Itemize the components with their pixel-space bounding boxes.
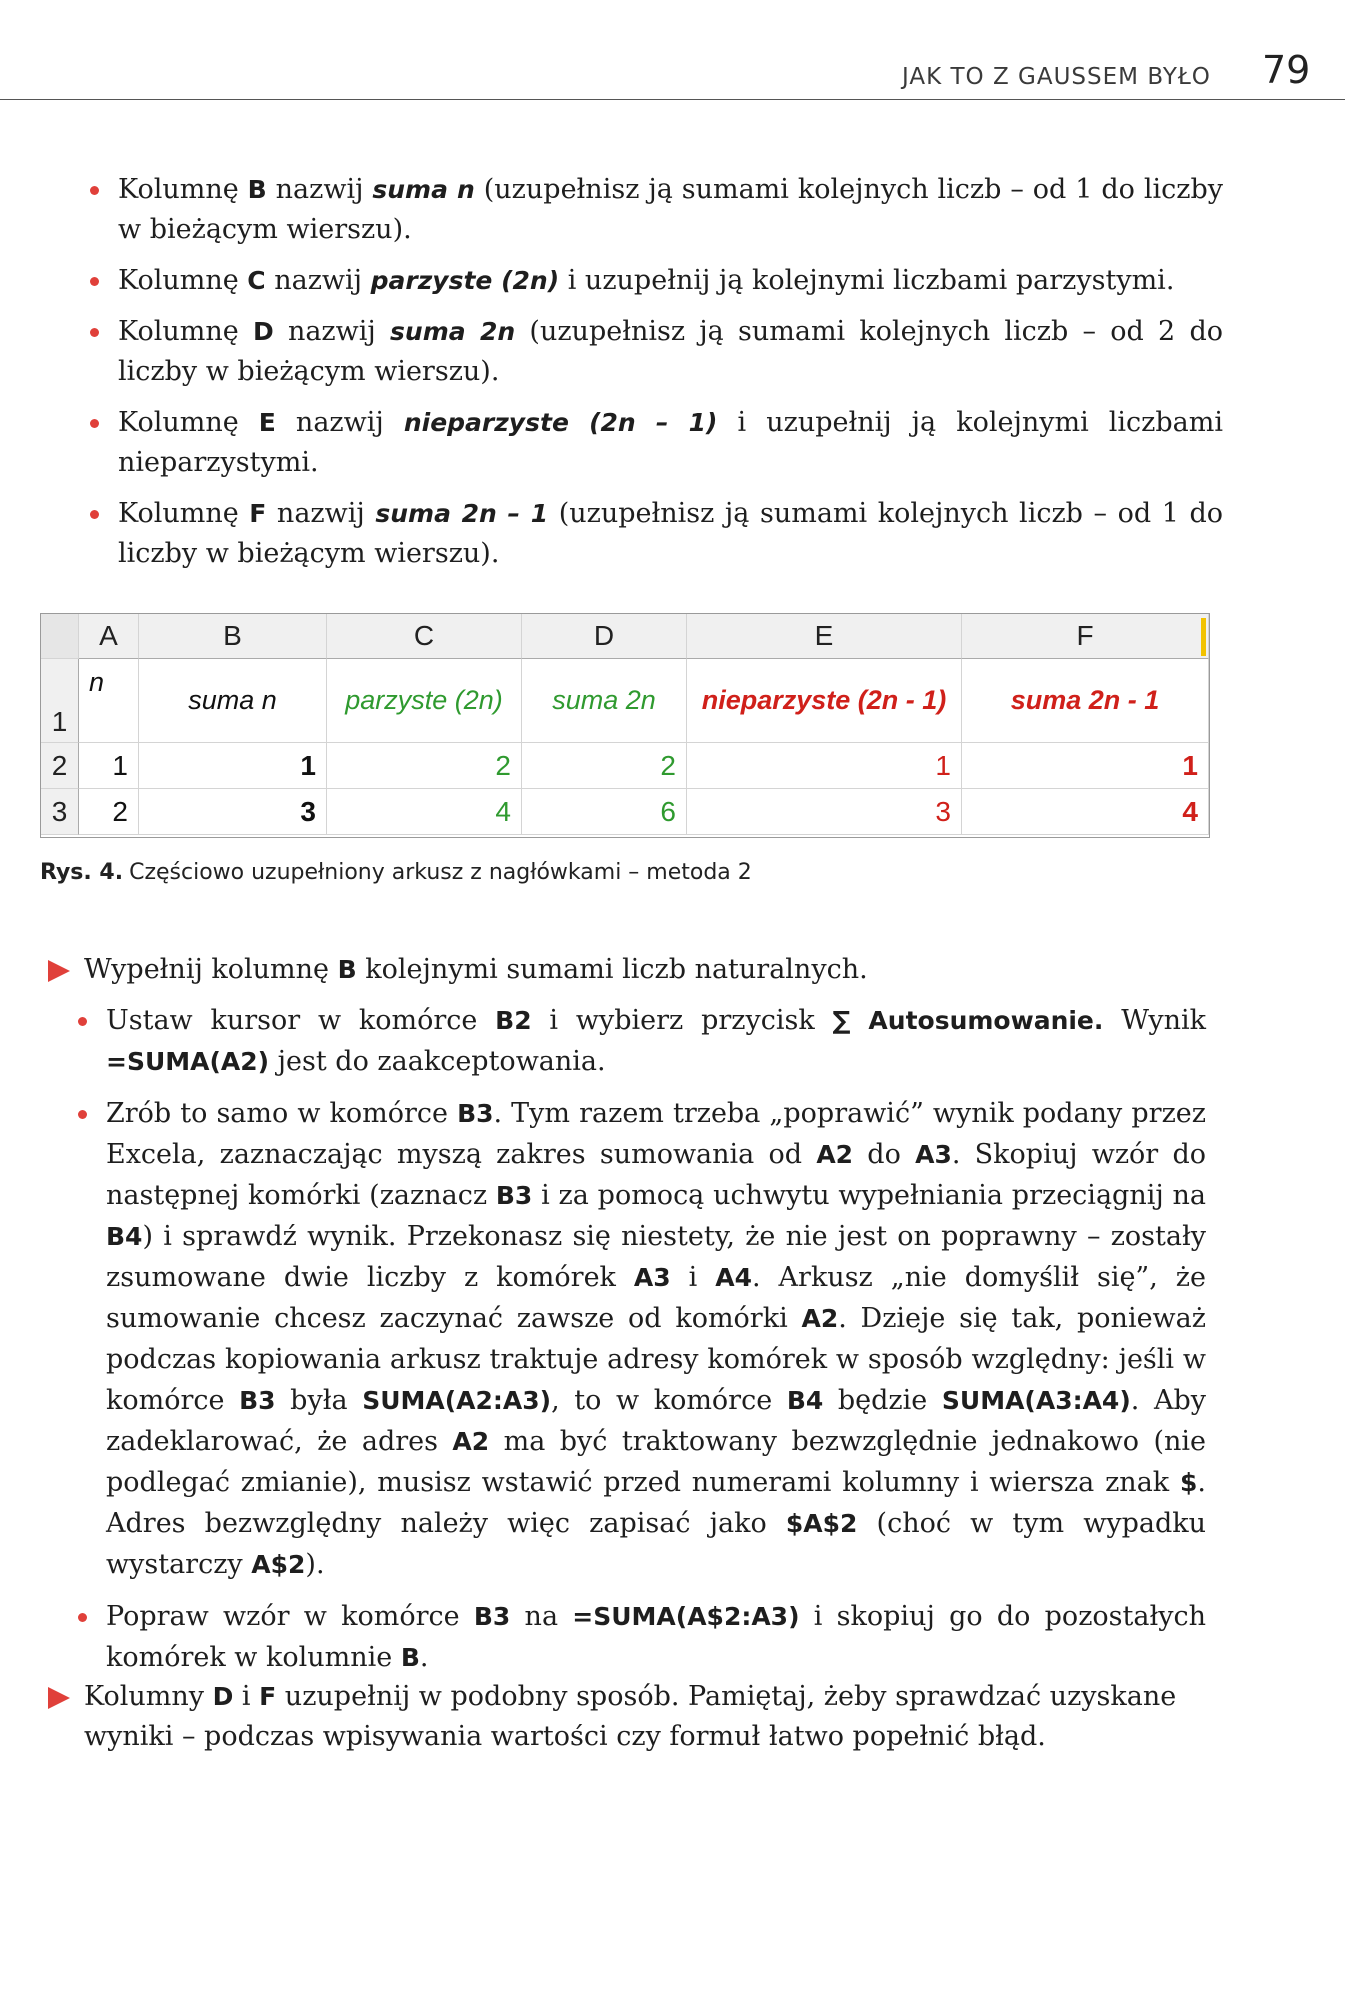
column-letter: B: [337, 955, 357, 984]
cell-ref: B2: [495, 1006, 532, 1035]
item-text: . Skopiuj wzór do następnej komórki (zaznacz: [106, 1139, 1206, 1211]
cell-ref: A3: [915, 1140, 952, 1169]
item-text: , to w komórce: [551, 1385, 787, 1416]
play-arrow-icon: [48, 1687, 70, 1709]
cell-f1[interactable]: [962, 659, 1209, 743]
item-text: nazwij: [273, 316, 391, 347]
cell-c3[interactable]: 4: [327, 789, 522, 835]
cell-c2[interactable]: 2: [327, 743, 522, 789]
column-letter: F: [259, 1682, 277, 1711]
list-item: [88, 403, 1223, 483]
item-text: nazwij: [275, 407, 404, 438]
cell-text: suma 2n - 1: [1010, 685, 1160, 715]
cell-b2[interactable]: 1: [139, 743, 327, 789]
select-all-corner[interactable]: [41, 614, 79, 659]
step-2: [48, 1677, 1208, 1757]
item-text: ) i sprawdź wynik. Przekonasz się niestety, że nie jest on poprawny – zostały zsumowane dwie liczby z komórek: [106, 1221, 1206, 1293]
row-header-2[interactable]: 2: [41, 743, 79, 789]
cell-a2[interactable]: 1: [79, 743, 139, 789]
cell-d3[interactable]: 6: [522, 789, 687, 835]
item-text: (uzupełnisz ją sumami kolejnych liczb – od 1 do liczby w bieżącym wierszu).: [118, 174, 1223, 245]
item-text: i: [670, 1262, 716, 1293]
item-text: będzie: [823, 1385, 942, 1416]
cell-ref: A3: [633, 1263, 671, 1292]
step-text-part: kolejnymi sumami liczb naturalnych.: [356, 954, 868, 985]
column-header-b[interactable]: B: [139, 614, 327, 659]
item-text: . Dzieje się tak, ponieważ podczas kopiowania arkusz traktuje adresy komórek w sposób względny: jeśli w komórce: [106, 1303, 1206, 1416]
formula-ref: =SUMA(A$2:A3): [572, 1602, 800, 1631]
item-text: Kolumnę: [118, 316, 253, 347]
column-header-c[interactable]: C: [327, 614, 522, 659]
list-item: [76, 1596, 1206, 1678]
cell-a1[interactable]: [79, 659, 139, 743]
cell-c1[interactable]: [327, 659, 522, 743]
cell-d2[interactable]: 2: [522, 743, 687, 789]
cell-ref: A4: [715, 1263, 752, 1292]
item-text: nazwij: [265, 265, 371, 296]
column-header-d[interactable]: D: [522, 614, 687, 659]
cell-text: parzyste (2n): [345, 685, 503, 715]
item-text: . Adres bezwzględny należy więc zapisać jako: [106, 1467, 1206, 1539]
column-header-e[interactable]: E: [687, 614, 962, 659]
column-letter: D: [212, 1682, 234, 1711]
cell-ref: A2: [452, 1427, 490, 1456]
autosum-button-ref: ∑ Autosumowanie.: [832, 1006, 1104, 1035]
item-text: i za pomocą uchwytu wypełniania przeciągnij na: [532, 1180, 1206, 1211]
cell-e3[interactable]: 3: [687, 789, 962, 835]
column-header-a[interactable]: A: [79, 614, 139, 659]
formula-ref: SUMA(A2:A3): [362, 1386, 552, 1415]
step-text-part: Kolumny: [84, 1681, 213, 1712]
cell-d1[interactable]: [522, 659, 687, 743]
caption-label: Rys. 4.: [40, 860, 124, 885]
list-item: [88, 170, 1223, 250]
list-item: [76, 1000, 1206, 1082]
spreadsheet-grid: [41, 614, 1209, 837]
cell-text: nieparzyste (2n - 1): [701, 685, 947, 715]
item-text: ).: [305, 1549, 325, 1580]
spreadsheet-figure: [40, 613, 1210, 838]
item-text: i skopiuj go do pozostałych komórek w kolumnie: [106, 1601, 1206, 1673]
step-1-text: [48, 950, 1208, 990]
column-name: suma n: [372, 175, 475, 204]
cell-ref: A$2: [251, 1550, 306, 1579]
running-head: [0, 48, 1345, 100]
list-item: [88, 494, 1223, 574]
step-text-part: i: [233, 1681, 260, 1712]
cell-ref: B3: [239, 1386, 276, 1415]
item-text: i wybierz przycisk: [531, 1005, 833, 1036]
dollar-sign-ref: $: [1180, 1468, 1198, 1497]
item-text: (choć w tym wypadku wystarczy: [106, 1508, 1206, 1580]
column-letter: C: [247, 266, 266, 295]
cell-f3[interactable]: 4: [962, 789, 1209, 835]
play-arrow-icon: [48, 960, 70, 982]
selection-marker: [1201, 618, 1206, 656]
item-text: Popraw wzór w komórce: [106, 1601, 474, 1632]
cell-b1[interactable]: [139, 659, 327, 743]
row-header-3[interactable]: 3: [41, 789, 79, 835]
item-text: jest do zaakceptowania.: [269, 1046, 606, 1077]
column-name: nieparzyste (2n – 1): [403, 408, 718, 437]
item-text: Zrób to samo w komórce: [106, 1098, 458, 1129]
list-item: [88, 261, 1223, 301]
item-text: ma być traktowany bezwzględnie jednakowo (nie podlegać zmianie), musisz wstawić przed numerami kolumny i wiersza znak: [106, 1426, 1207, 1498]
item-text: na: [510, 1601, 573, 1632]
step-text-part: Wypełnij kolumnę: [84, 954, 338, 985]
cell-b3[interactable]: 3: [139, 789, 327, 835]
item-text: Kolumnę: [118, 174, 248, 205]
item-text: . Arkusz „nie domyślił się”, że sumowanie chcesz zaczynać zawsze od komórki: [106, 1262, 1206, 1334]
column-name: suma 2n – 1: [375, 499, 549, 528]
cell-ref: $A$2: [785, 1509, 858, 1538]
item-text: . Aby zadeklarować, że adres: [106, 1385, 1206, 1457]
column-letter: B: [400, 1643, 420, 1672]
item-text: Wynik: [1103, 1005, 1206, 1036]
item-text: Ustaw kursor w komórce: [106, 1005, 496, 1036]
cell-e1[interactable]: [687, 659, 962, 743]
item-text: nazwij: [266, 498, 376, 529]
row-header-1[interactable]: 1: [41, 659, 79, 743]
cell-ref: B3: [457, 1099, 494, 1128]
formula-ref: =SUMA(A2): [106, 1047, 270, 1076]
cell-ref: A2: [801, 1304, 839, 1333]
item-text: Kolumnę: [118, 265, 248, 296]
figure-caption: [40, 860, 752, 885]
column-letter: B: [247, 175, 267, 204]
column-name: suma 2n: [390, 317, 516, 346]
cell-f2[interactable]: 1: [962, 743, 1209, 789]
column-letter: F: [249, 499, 267, 528]
cell-ref: B4: [786, 1386, 824, 1415]
cell-e2[interactable]: 1: [687, 743, 962, 789]
item-text: Kolumnę: [118, 498, 250, 529]
item-text: i uzupełnij ją kolejnymi liczbami nieparzystymi.: [118, 407, 1224, 478]
item-text: .: [419, 1642, 429, 1673]
step-1-substeps: [76, 1000, 1206, 1689]
cell-text: suma n: [188, 685, 277, 715]
item-text: Kolumnę: [118, 407, 259, 438]
column-letter: E: [258, 408, 276, 437]
column-header-f[interactable]: [962, 614, 1209, 659]
item-text: . Tym razem trzeba „poprawić” wynik podany przez Excela, zaznaczając myszą zakres sumowania od: [106, 1098, 1206, 1170]
cell-ref: B3: [473, 1602, 511, 1631]
item-text: była: [275, 1385, 363, 1416]
cell-a3[interactable]: 2: [79, 789, 139, 835]
caption-text: Częściowo uzupełniony arkusz z nagłówkami – metoda 2: [129, 860, 752, 885]
cell-ref: A2: [816, 1140, 854, 1169]
list-item: [76, 1093, 1206, 1585]
running-title: JAK TO Z GAUSSEM BYŁO: [902, 64, 1211, 90]
cell-text: suma 2n: [552, 685, 656, 715]
formula-ref: SUMA(A3:A4): [941, 1386, 1131, 1415]
item-text: (uzupełnisz ją sumami kolejnych liczb – od 2 do liczby w bieżącym wierszu).: [118, 316, 1224, 387]
cell-ref: B4: [106, 1222, 143, 1251]
item-text: do: [853, 1139, 916, 1170]
cell-ref: B3: [495, 1181, 533, 1210]
column-header-f-label: F: [1076, 620, 1094, 651]
step-2-text: [48, 1677, 1208, 1757]
item-text: nazwij: [266, 174, 373, 205]
list-item: [88, 312, 1223, 392]
column-letter: D: [252, 317, 274, 346]
item-text: i uzupełnij ją kolejnymi liczbami parzystymi.: [559, 265, 1175, 296]
cell-text: n: [89, 667, 105, 697]
step-text-part: uzupełnij w podobny sposób. Pamiętaj, żeby sprawdzać uzyskane wyniki – podczas wpisywania wartości czy formuł łatwo popełnić błąd.: [84, 1681, 1177, 1752]
item-text: (uzupełnisz ją sumami kolejnych liczb – od 1 do liczby w bieżącym wierszu).: [118, 498, 1224, 569]
column-instructions-list: [88, 170, 1223, 585]
page-number: 79: [1262, 48, 1311, 92]
step-1: [48, 950, 1208, 990]
column-name: parzyste (2n): [370, 266, 560, 295]
